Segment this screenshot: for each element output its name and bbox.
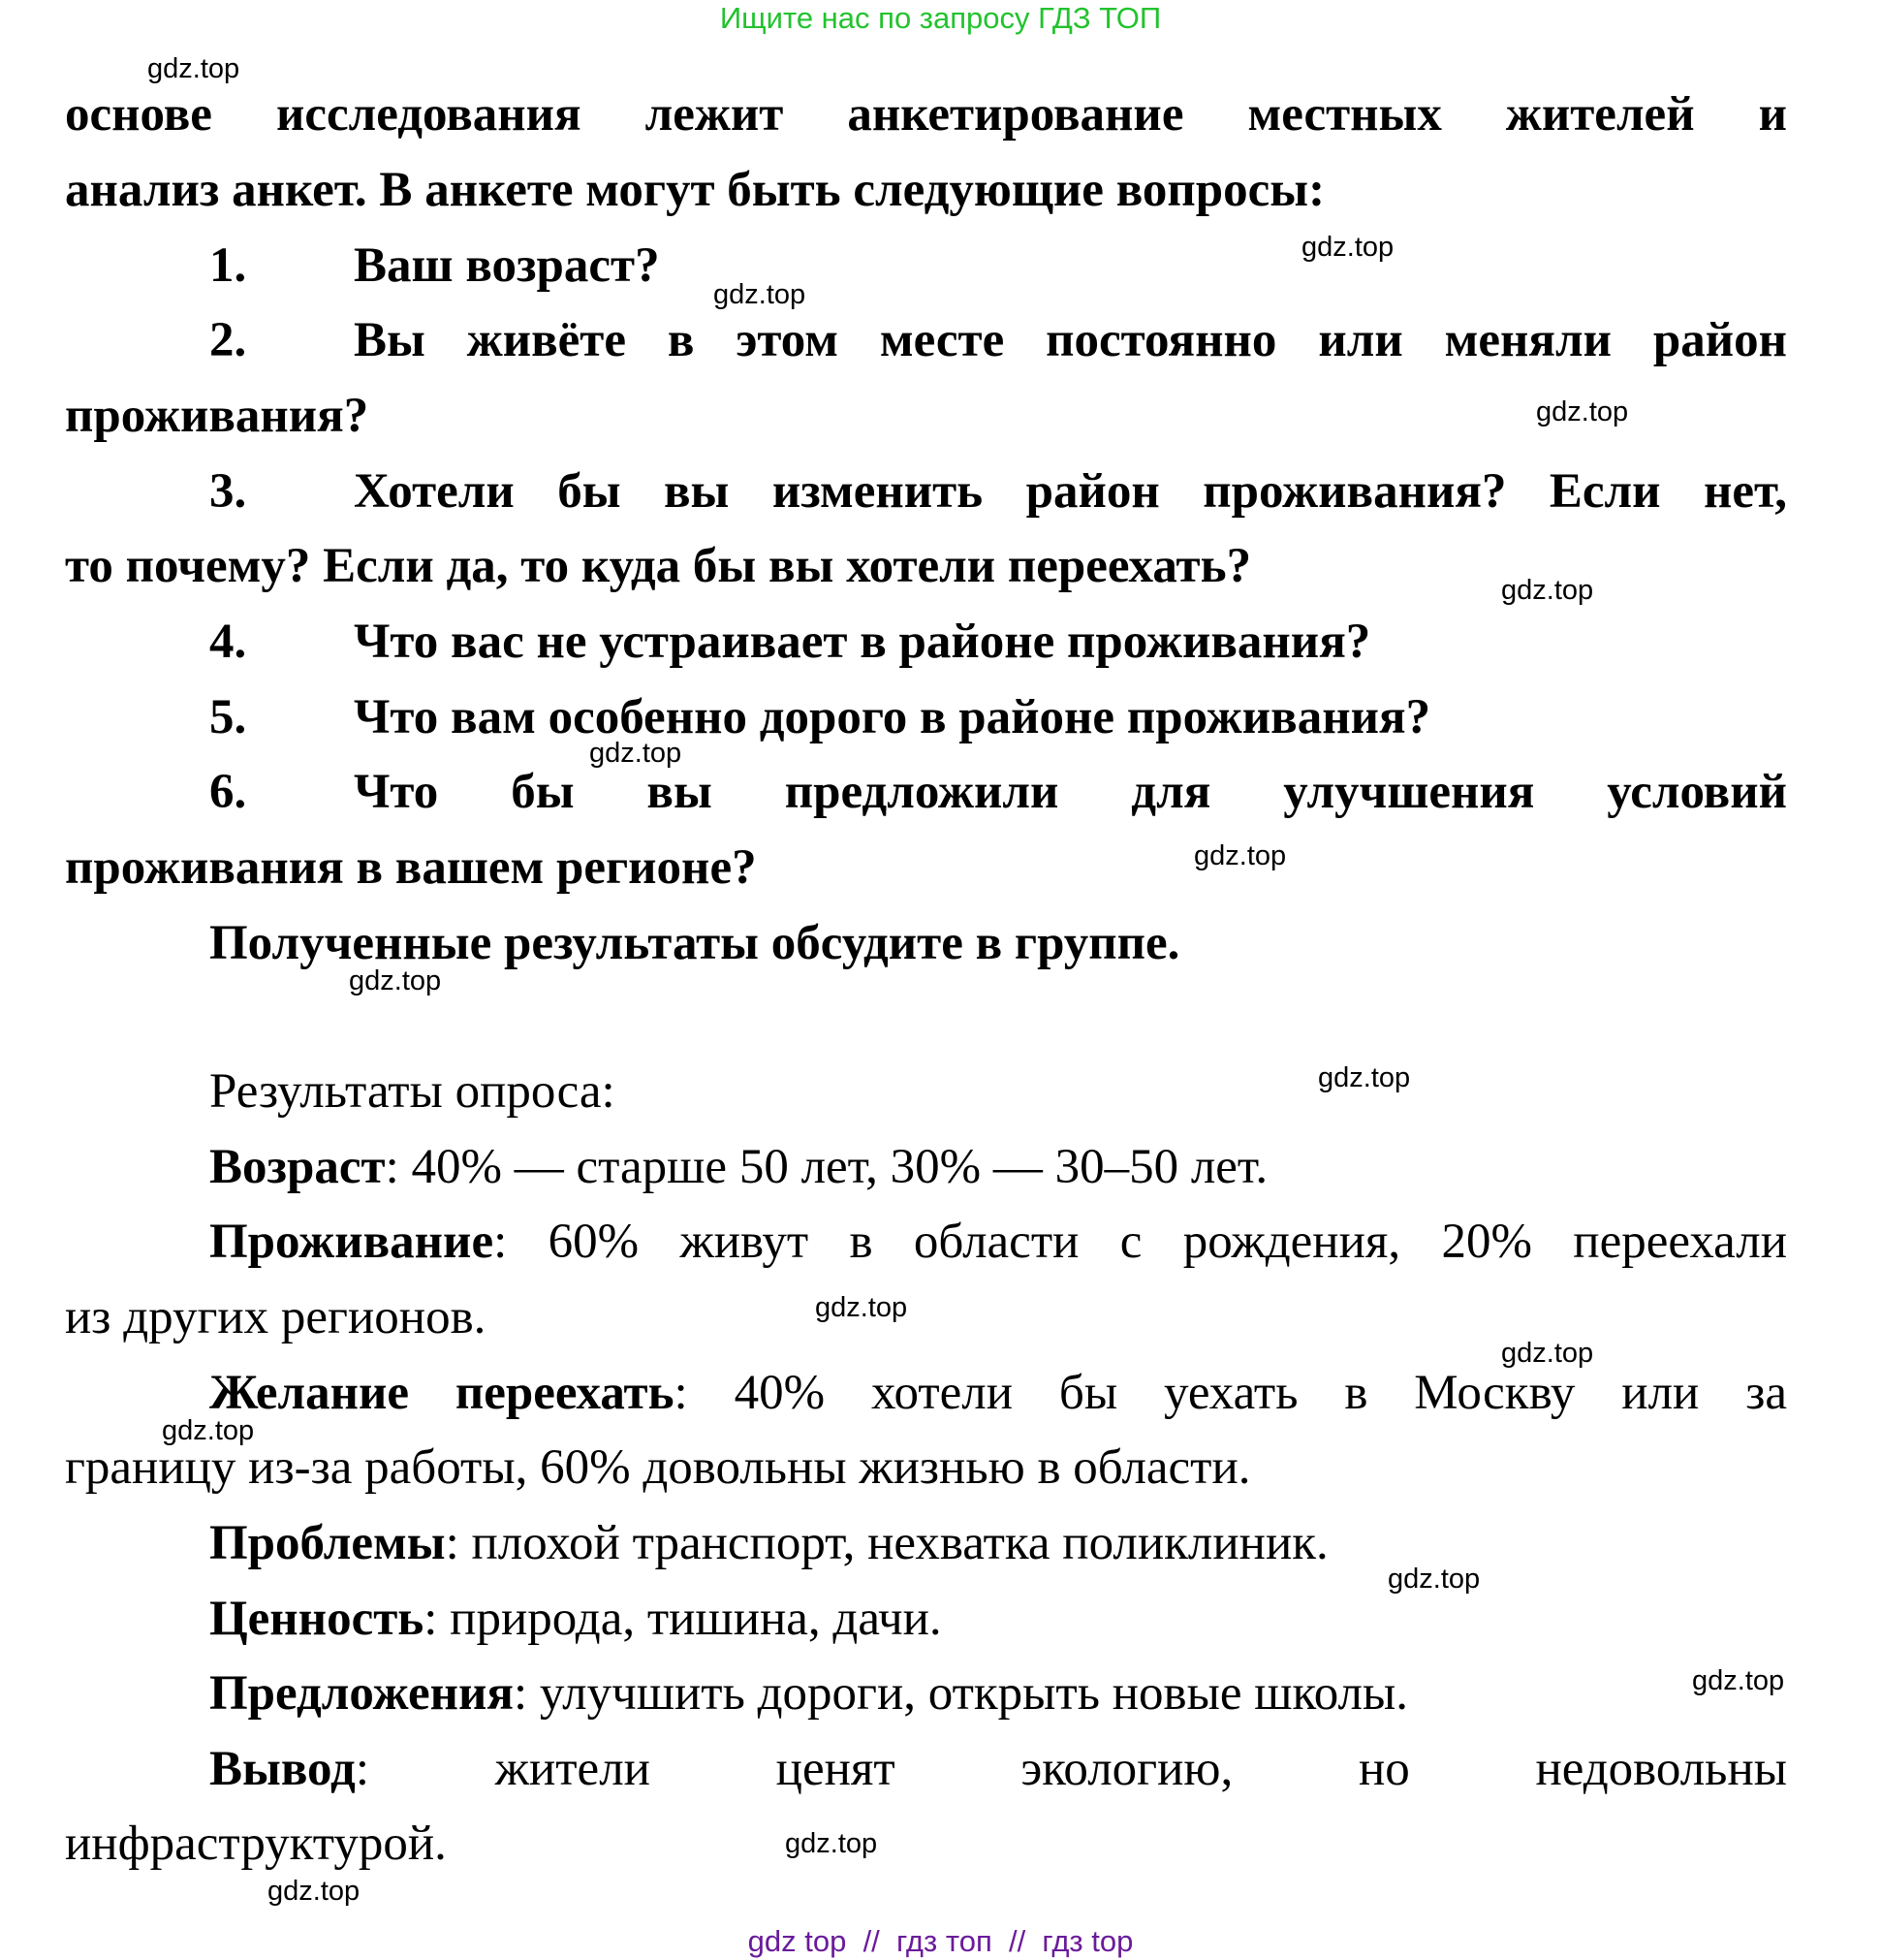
- result-age: [209, 1136, 1787, 1198]
- result-label: Проживание: [209, 1215, 494, 1269]
- result-problems: [209, 1512, 1787, 1574]
- result-relocation-cont: границу из-за работы, 60% довольны жизнью в области.: [65, 1440, 1251, 1495]
- question-number: 2.: [209, 313, 247, 367]
- result-label: Возраст: [209, 1140, 386, 1194]
- result-values: [209, 1588, 1787, 1650]
- question-text: Что вас не устраивает в районе проживания?: [354, 615, 1371, 669]
- result-text: : плохой транспорт, нехватка поликлиник.: [445, 1516, 1329, 1570]
- result-relocation: [209, 1362, 1787, 1424]
- question-number: 1.: [209, 238, 247, 293]
- watermark: gdz.top: [1501, 575, 1594, 606]
- question-text-cont: проживания в вашем регионе?: [65, 840, 757, 895]
- discussion-instruction: Полученные результаты обсудите в группе.: [209, 916, 1180, 970]
- result-text: : 40% — старше 50 лет, 30% — 30–50 лет.: [385, 1140, 1269, 1194]
- result-text: : природа, тишина, дачи.: [423, 1592, 942, 1646]
- footer-banner: gdz top // гдз топ // гдз top: [747, 1924, 1134, 1958]
- question-text-cont: то почему? Если да, то куда бы вы хотели переехать?: [65, 539, 1252, 593]
- result-residence-cont: из других регионов.: [65, 1290, 486, 1344]
- question-number: 4.: [209, 615, 247, 669]
- result-proposals: [209, 1662, 1787, 1724]
- intro-line-2: анализ анкет. В анкете могут быть следующие вопросы:: [65, 163, 1326, 217]
- question-number: 5.: [209, 690, 247, 744]
- watermark: gdz.top: [589, 738, 682, 769]
- result-text: : улучшить дороги, открыть новые школы.: [513, 1666, 1408, 1721]
- question-text: Ваш возраст?: [354, 238, 660, 293]
- question-text: Что вам особенно дорого в районе проживания?: [354, 690, 1431, 744]
- result-label: Проблемы: [209, 1516, 446, 1570]
- watermark: gdz.top: [1318, 1062, 1411, 1093]
- results-title: Результаты опроса:: [209, 1064, 615, 1119]
- watermark: gdz.top: [1536, 396, 1629, 427]
- result-label: Ценность: [209, 1592, 424, 1646]
- watermark: gdz.top: [1301, 232, 1395, 263]
- watermark: gdz.top: [785, 1828, 878, 1859]
- question-text: Хотели бы вы изменить район проживания? Если нет,: [354, 464, 1787, 519]
- intro-line-1: основе исследования лежит анкетирование местных жителей и: [65, 87, 1787, 142]
- question-text-cont: проживания?: [65, 389, 369, 443]
- result-text: : жители ценят экологию, но недовольны: [355, 1742, 1787, 1796]
- result-label: Предложения: [209, 1666, 514, 1721]
- watermark: gdz.top: [1388, 1564, 1481, 1595]
- result-residence: [209, 1211, 1787, 1273]
- result-text: : 60% живут в области с рождения, 20% переехали: [493, 1215, 1787, 1269]
- result-label: Вывод: [209, 1742, 356, 1796]
- watermark: gdz.top: [267, 1876, 361, 1907]
- result-label: Желание переехать: [209, 1366, 674, 1420]
- watermark: gdz.top: [1692, 1665, 1785, 1696]
- watermark: gdz.top: [147, 53, 240, 84]
- question-text: Вы живёте в этом месте постоянно или меняли район: [354, 313, 1787, 367]
- question-text: Что бы вы предложили для улучшения условий: [354, 765, 1787, 819]
- question-number: 6.: [209, 765, 247, 819]
- header-banner: Ищите нас по запросу ГДЗ ТОП: [719, 1, 1162, 35]
- result-conclusion: [209, 1738, 1787, 1800]
- watermark: gdz.top: [1194, 840, 1287, 871]
- watermark: gdz.top: [1501, 1338, 1594, 1369]
- watermark: gdz.top: [713, 279, 806, 310]
- watermark: gdz.top: [815, 1292, 908, 1323]
- result-conclusion-cont: инфраструктурой.: [65, 1817, 447, 1871]
- watermark: gdz.top: [162, 1415, 255, 1446]
- result-text: : 40% хотели бы уехать в Москву или за: [674, 1366, 1787, 1420]
- watermark: gdz.top: [349, 965, 442, 996]
- question-number: 3.: [209, 464, 247, 519]
